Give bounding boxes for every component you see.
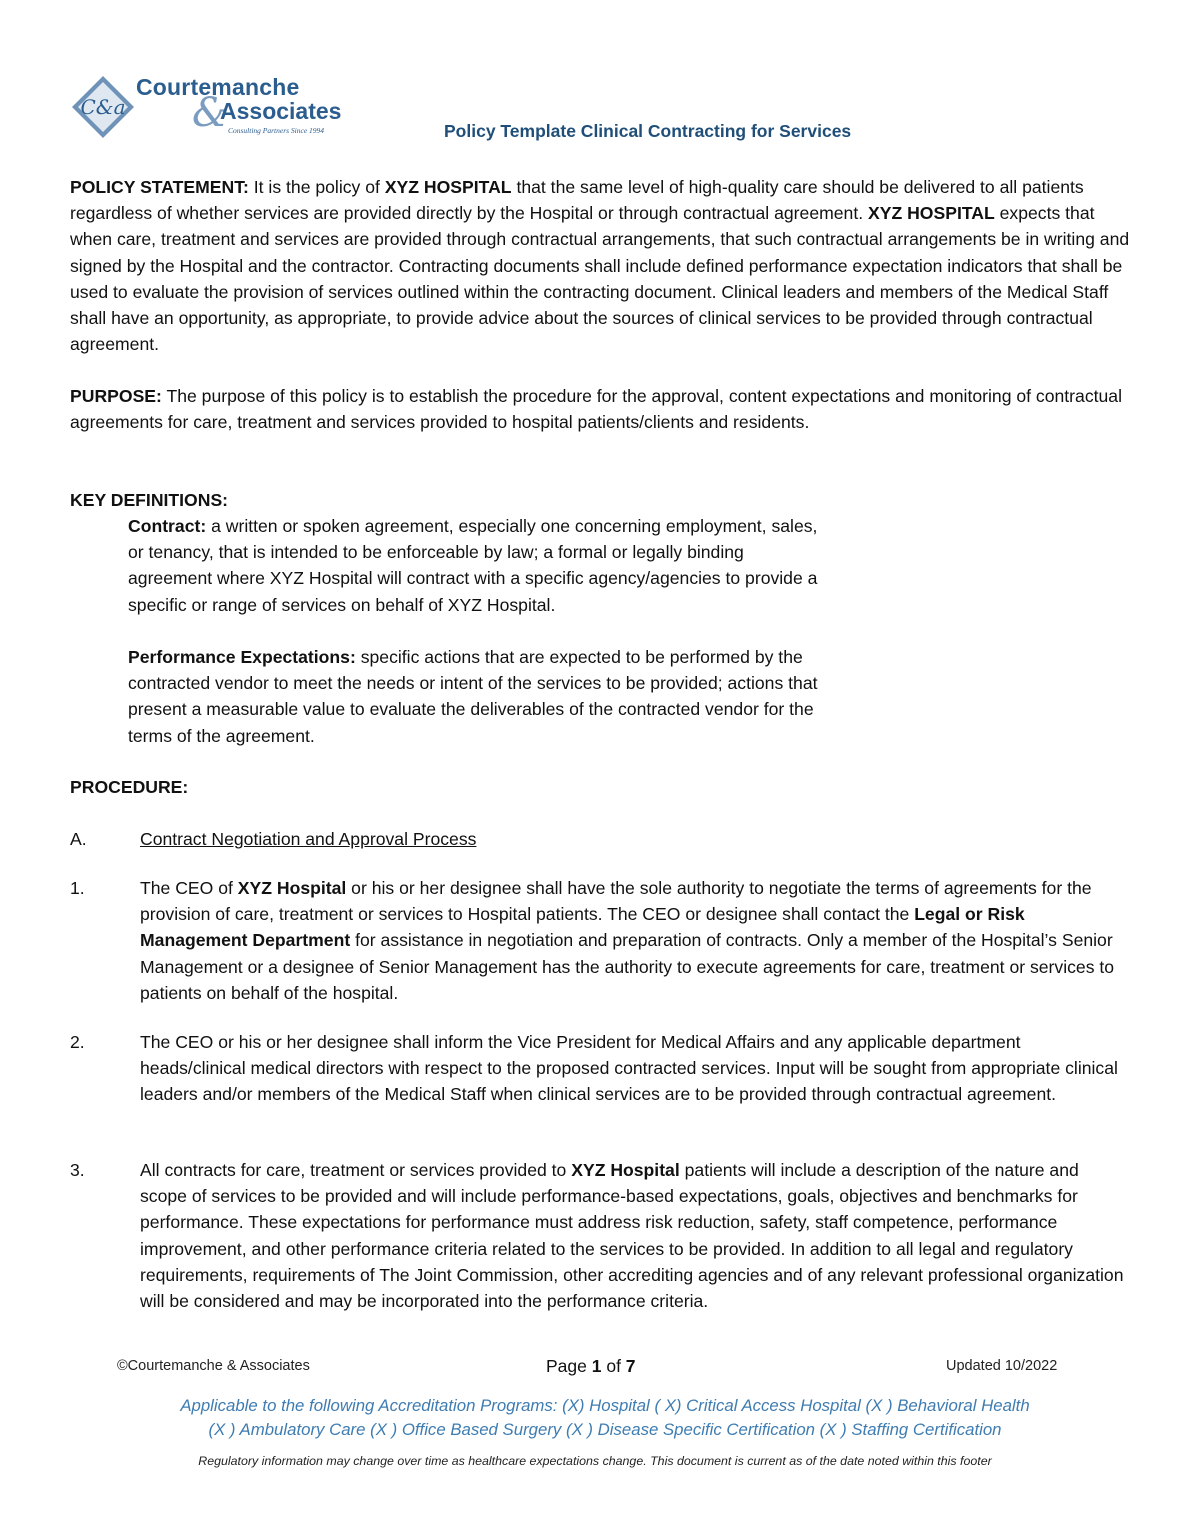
procedure-item-3 <box>140 1157 1130 1314</box>
footer-updated-date: Updated 10/2022 <box>946 1358 1058 1374</box>
definition-contract <box>128 513 828 618</box>
policy-statement-label: POLICY STATEMENT: <box>70 177 249 197</box>
section-title: Contract Negotiation and Approval Process <box>140 829 477 849</box>
logo-ampersand: & <box>192 90 228 136</box>
footer-copyright: ©Courtemanche & Associates <box>117 1358 310 1374</box>
item-number-1: 1. <box>70 878 85 898</box>
purpose-label: PURPOSE: <box>70 386 162 406</box>
item1-text-1: The CEO of <box>140 878 238 898</box>
item1-text-3: for assistance in negotiation and preparation of contracts. Only a member of the Hospital’s Senior Management or a designee of Senior Management has the authority to execute agreements for care, treatment or services to patients on behalf of the hospital. <box>140 930 1115 1003</box>
definition-performance <box>128 644 828 749</box>
accreditation-line-2: (X ) Ambulatory Care (X ) Office Based Surgery (X ) Disease Specific Certification (X ) Staffing Certification <box>208 1420 1002 1439</box>
purpose-section <box>70 383 1130 435</box>
accreditation-line-1: Applicable to the following Accreditation Programs: (X) Hospital ( X) Critical Access Hospital (X ) Behavioral Health <box>180 1396 1030 1415</box>
item3-text-2: patients will include a description of the nature and scope of services to be provided and will include performance-based expectations, goals, objectives and benchmarks for performance. These expectations for performance must address risk reduction, safety, staff competence, performance improvement, and other performance criteria related to the services to be provided. In addition to all legal and regulatory requirements, requirements of The Joint Commission, other accrediting agencies and of any relevant professional organization will be considered and may be incorporated into the performance criteria. <box>140 1160 1124 1312</box>
footer-page-number <box>546 1356 636 1377</box>
logo-diamond-icon <box>70 74 136 140</box>
item1-text-2: or his or her designee shall have the sole authority to negotiate the terms of agreements for the provision of care, treatment or services to Hospital patients. The CEO or designee shall contact the <box>140 878 1092 925</box>
logo-name-line2: Associates <box>220 98 342 124</box>
item3-hospital: XYZ Hospital <box>571 1160 680 1180</box>
performance-definition: specific actions that are expected to be performed by the contracted vendor to meet the needs or intent of the services to be provided; actions that present a measurable value to evaluate the deliverables of the contracted vendor for the terms of the agreement. <box>128 647 818 746</box>
company-logo <box>70 68 370 138</box>
section-letter: A. <box>70 829 87 849</box>
policy-hospital-1: XYZ HOSPITAL <box>384 177 512 197</box>
performance-term: Performance Expectations: <box>128 647 356 667</box>
svg-text:C&a: C&a <box>80 95 126 119</box>
contract-definition: a written or spoken agreement, especially one concerning employment, sales, or tenancy, that is intended to be enforceable by law; a formal or legally binding agreement where XYZ Hospital will contract with a specific agency/agencies to provide a specific or range of services on behalf of XYZ Hospital. <box>128 516 818 615</box>
item-number-2: 2. <box>70 1032 85 1052</box>
page-of: of <box>601 1356 626 1376</box>
procedure-item-2: The CEO or his or her designee shall inform the Vice President for Medical Affairs and any applicable department heads/clinical medical directors with respect to the proposed contracted services. Input will be sought from appropriate clinical leaders and/or members of the Medical Staff when clinical services are to be provided through contractual agreement. <box>140 1032 1118 1105</box>
regulatory-notice: Regulatory information may change over time as healthcare expectations change. This document is current as of the date noted within this footer <box>198 1454 992 1468</box>
policy-statement <box>70 174 1130 357</box>
item1-hospital: XYZ Hospital <box>237 878 347 898</box>
purpose-text: The purpose of this policy is to establish the procedure for the approval, content expectations and monitoring of contractual agreements for care, treatment and services provided to hospital patients/clients and residents. <box>70 386 1122 433</box>
policy-text-1: It is the policy of <box>248 177 385 197</box>
definitions-heading: KEY DEFINITIONS: <box>70 490 229 510</box>
contract-term: Contract: <box>128 516 207 536</box>
item-number-3: 3. <box>70 1160 85 1180</box>
procedure-heading: PROCEDURE: <box>70 777 189 797</box>
policy-text-3: expects that when care, treatment and services are provided through contractual arrangements, that such contractual arrangements be in writing and signed by the Hospital and the contractor. Contracting documents shall include defined performance expectation indicators that shall be used to evaluate the provision of services outlined within the contracting document. Clinical leaders and members of the Medical Staff shall have an opportunity, as appropriate, to provide advice about the sources of clinical services to be provided through contractual agreement. <box>70 203 1130 355</box>
page-total: 7 <box>625 1356 636 1376</box>
page-prefix: Page <box>546 1356 592 1376</box>
item1-legal-dept: Legal or Risk Management Department <box>140 904 1025 951</box>
logo-tagline: Consulting Partners Since 1994 <box>228 126 325 135</box>
document-title: Policy Template Clinical Contracting for Services <box>444 121 852 141</box>
item3-text-1: All contracts for care, treatment or services provided to <box>140 1160 572 1180</box>
logo-name-line1: Courtemanche <box>136 74 300 100</box>
policy-hospital-2: XYZ HOSPITAL <box>868 203 995 224</box>
procedure-item-1 <box>140 875 1130 1006</box>
policy-text-2: that the same level of high-quality care should be delivered to all patients regardless of whether services are provided directly by the Hospital or through contractual agreement. <box>70 177 1084 224</box>
page-current: 1 <box>591 1356 602 1376</box>
